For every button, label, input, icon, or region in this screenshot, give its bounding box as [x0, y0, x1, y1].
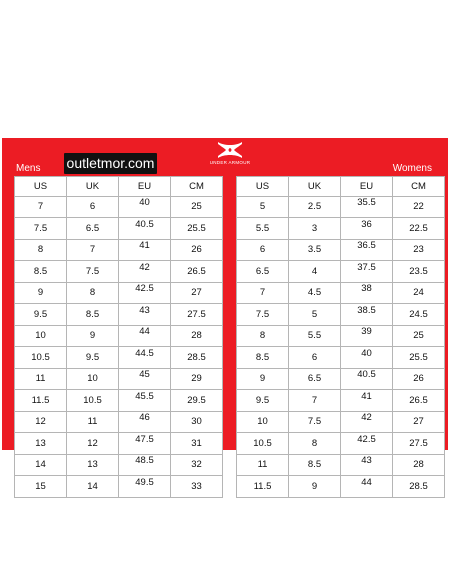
table-cell — [237, 433, 289, 455]
table-cell — [341, 347, 393, 369]
cell-value: 8.5 — [33, 265, 48, 277]
cell-value: 10.5 — [253, 437, 272, 449]
cell-value: 11.5 — [31, 394, 50, 406]
cell-value: 15 — [35, 480, 46, 492]
table-cell — [119, 433, 171, 455]
table-cell — [237, 239, 289, 261]
cell-value: 42.5 — [135, 283, 154, 295]
cell-value: 9.5 — [33, 308, 48, 320]
table-cell — [171, 239, 223, 261]
table-cell — [289, 304, 341, 326]
cell-value: 7 — [89, 244, 96, 256]
cell-value: 6.5 — [85, 222, 100, 234]
table-row — [237, 347, 445, 369]
table-cell — [119, 239, 171, 261]
cell-value: 28 — [413, 459, 424, 471]
cell-value: 29 — [191, 373, 202, 385]
table-cell — [341, 476, 393, 498]
table-cell — [341, 261, 393, 283]
cell-value: 8 — [89, 287, 96, 299]
cell-value: 32 — [191, 459, 202, 471]
table-cell — [171, 347, 223, 369]
column-header: EU — [119, 177, 171, 197]
table-cell — [171, 454, 223, 476]
table-cell — [15, 261, 67, 283]
table-row — [237, 454, 445, 476]
table-cell — [119, 196, 171, 218]
brand-logo — [206, 141, 254, 171]
table-cell — [341, 368, 393, 390]
cell-value: 29.5 — [187, 394, 206, 406]
cell-value: 9 — [259, 373, 266, 385]
cell-value: 28.5 — [409, 480, 428, 492]
cell-value: 9.5 — [255, 394, 270, 406]
cell-value: 11 — [257, 459, 268, 471]
cell-value: 10.5 — [83, 394, 102, 406]
cell-value: 49.5 — [135, 476, 154, 488]
table-cell — [341, 218, 393, 240]
cell-value: 44 — [139, 326, 150, 338]
cell-value: 24 — [413, 287, 424, 299]
table-cell — [341, 411, 393, 433]
table-cell — [171, 390, 223, 412]
table-cell — [67, 239, 119, 261]
cell-value: 12 — [87, 437, 98, 449]
table-cell — [119, 454, 171, 476]
womens-label: Womens — [392, 163, 432, 174]
table-cell — [15, 433, 67, 455]
cell-value: 41 — [139, 240, 150, 252]
cell-value: 4 — [311, 265, 318, 277]
cell-value: 6 — [259, 244, 266, 256]
cell-value: 9 — [311, 480, 318, 492]
cell-value: 2.5 — [307, 201, 322, 213]
table-cell — [119, 282, 171, 304]
table-cell — [393, 261, 445, 283]
table-cell — [237, 390, 289, 412]
table-cell — [15, 368, 67, 390]
table-cell — [393, 347, 445, 369]
cell-value: 4.5 — [307, 287, 322, 299]
cell-value: 9 — [89, 330, 96, 342]
cell-value: 5.5 — [255, 222, 270, 234]
cell-value: 38.5 — [357, 304, 376, 316]
column-header: UK — [67, 177, 119, 197]
cell-value: 40 — [139, 197, 150, 209]
table-cell — [341, 433, 393, 455]
cell-value: 8 — [311, 437, 318, 449]
table-cell — [393, 325, 445, 347]
table-cell — [67, 454, 119, 476]
cell-value: 27 — [191, 287, 202, 299]
table-cell — [237, 454, 289, 476]
cell-value: 25 — [413, 330, 424, 342]
table-row — [15, 368, 223, 390]
table-cell — [67, 411, 119, 433]
cell-value: 26 — [191, 244, 202, 256]
cell-value: 39 — [361, 326, 372, 338]
mens-label: Mens — [16, 163, 41, 174]
table-cell — [67, 368, 119, 390]
cell-value: 7.5 — [307, 416, 322, 428]
table-row — [15, 433, 223, 455]
cell-value: 45 — [139, 369, 150, 381]
column-header: CM — [171, 177, 223, 197]
cell-value: 5 — [311, 308, 318, 320]
table-cell — [341, 304, 393, 326]
cell-value: 11 — [35, 373, 46, 385]
table-cell — [15, 239, 67, 261]
table-row — [237, 476, 445, 498]
table-row — [237, 411, 445, 433]
cell-value: 6.5 — [307, 373, 322, 385]
table-header-row — [237, 177, 445, 197]
cell-value: 23.5 — [409, 265, 428, 277]
table-row — [237, 304, 445, 326]
cell-value: 40 — [361, 347, 372, 359]
table-cell — [237, 411, 289, 433]
cell-value: 6 — [89, 201, 96, 213]
table-cell — [15, 325, 67, 347]
table-row — [15, 476, 223, 498]
cell-value: 47.5 — [135, 433, 154, 445]
cell-value: 7.5 — [85, 265, 100, 277]
cell-value: 25.5 — [409, 351, 428, 363]
table-cell — [119, 476, 171, 498]
table-cell — [171, 218, 223, 240]
table-row — [15, 261, 223, 283]
table-cell — [237, 218, 289, 240]
cell-value: 36.5 — [357, 240, 376, 252]
cell-value: 10 — [257, 416, 268, 428]
column-header: UK — [289, 177, 341, 197]
table-cell — [289, 282, 341, 304]
cell-value: 26.5 — [187, 265, 206, 277]
table-row — [237, 261, 445, 283]
table-cell — [119, 411, 171, 433]
table-cell — [289, 196, 341, 218]
cell-value: 6 — [311, 351, 318, 363]
cell-value: 5.5 — [307, 330, 322, 342]
table-cell — [171, 476, 223, 498]
cell-value: 44 — [361, 476, 372, 488]
table-cell — [119, 304, 171, 326]
cell-value: 35.5 — [357, 197, 376, 209]
cell-value: 7.5 — [33, 222, 48, 234]
cell-value: 26 — [413, 373, 424, 385]
cell-value: 27.5 — [409, 437, 428, 449]
cell-value: 6.5 — [255, 265, 270, 277]
table-cell — [341, 454, 393, 476]
table-cell — [393, 304, 445, 326]
table-cell — [119, 261, 171, 283]
cell-value: 37.5 — [357, 261, 376, 273]
table-cell — [171, 304, 223, 326]
table-cell — [289, 368, 341, 390]
table-cell — [289, 454, 341, 476]
table-cell — [67, 433, 119, 455]
table-cell — [237, 476, 289, 498]
cell-value: 14 — [35, 459, 46, 471]
cell-value: 24.5 — [409, 308, 428, 320]
cell-value: 48.5 — [135, 455, 154, 467]
cell-value: 8.5 — [85, 308, 100, 320]
column-header: US — [237, 177, 289, 197]
cell-value: 7 — [259, 287, 266, 299]
cell-value: 9.5 — [85, 351, 100, 363]
table-cell — [289, 390, 341, 412]
watermark-label: outletmor.com — [64, 153, 157, 174]
cell-value: 28.5 — [187, 351, 206, 363]
cell-value: 12 — [35, 416, 46, 428]
table-cell — [67, 261, 119, 283]
cell-value: 46 — [139, 412, 150, 424]
cell-value: 9 — [37, 287, 44, 299]
table-cell — [393, 368, 445, 390]
table-cell — [237, 196, 289, 218]
cell-value: 43 — [361, 455, 372, 467]
cell-value: 22.5 — [409, 222, 428, 234]
cell-value: 31 — [191, 437, 202, 449]
table-cell — [67, 282, 119, 304]
table-cell — [67, 390, 119, 412]
table-cell — [15, 304, 67, 326]
table-cell — [289, 411, 341, 433]
table-cell — [119, 347, 171, 369]
table-cell — [119, 218, 171, 240]
brand-logo-text: UNDER ARMOUR — [209, 160, 251, 165]
table-cell — [341, 239, 393, 261]
table-row — [15, 239, 223, 261]
table-cell — [341, 196, 393, 218]
cell-value: 3 — [311, 222, 318, 234]
cell-value: 7 — [37, 201, 44, 213]
cell-value: 10 — [87, 373, 98, 385]
table-cell — [289, 261, 341, 283]
table-cell — [237, 368, 289, 390]
cell-value: 10 — [35, 330, 46, 342]
table-row — [15, 325, 223, 347]
cell-value: 10.5 — [31, 351, 50, 363]
cell-value: 30 — [191, 416, 202, 428]
cell-value: 3.5 — [307, 244, 322, 256]
cell-value: 11.5 — [253, 480, 272, 492]
table-cell — [171, 411, 223, 433]
cell-value: 33 — [191, 480, 202, 492]
table-header-row — [15, 177, 223, 197]
cell-value: 8 — [37, 244, 44, 256]
cell-value: 14 — [87, 480, 98, 492]
table-cell — [67, 196, 119, 218]
table-row — [237, 390, 445, 412]
cell-value: 27 — [413, 416, 424, 428]
table-row — [237, 325, 445, 347]
column-header: CM — [393, 177, 445, 197]
cell-value: 44.5 — [135, 347, 154, 359]
table-cell — [289, 347, 341, 369]
table-cell — [15, 476, 67, 498]
table-cell — [171, 261, 223, 283]
table-row — [15, 347, 223, 369]
table-cell — [289, 239, 341, 261]
table-cell — [67, 325, 119, 347]
cell-value: 42.5 — [357, 433, 376, 445]
cell-value: 45.5 — [135, 390, 154, 402]
table-cell — [237, 325, 289, 347]
table-cell — [171, 282, 223, 304]
cell-value: 7 — [311, 394, 318, 406]
table-row — [15, 411, 223, 433]
cell-value: 25 — [191, 201, 202, 213]
table-cell — [67, 476, 119, 498]
under-armour-logo-icon — [216, 141, 244, 159]
table-cell — [171, 433, 223, 455]
cell-value: 43 — [139, 304, 150, 316]
table-cell — [15, 454, 67, 476]
table-cell — [289, 433, 341, 455]
cell-value: 40.5 — [135, 218, 154, 230]
table-cell — [119, 325, 171, 347]
table-cell — [393, 433, 445, 455]
table-row — [237, 282, 445, 304]
cell-value: 40.5 — [357, 369, 376, 381]
table-cell — [341, 390, 393, 412]
table-cell — [289, 476, 341, 498]
table-cell — [171, 196, 223, 218]
cell-value: 41 — [361, 390, 372, 402]
table-cell — [171, 325, 223, 347]
table-cell — [15, 390, 67, 412]
table-cell — [393, 196, 445, 218]
table-row — [15, 390, 223, 412]
womens-size-table — [236, 176, 445, 498]
cell-value: 36 — [361, 218, 372, 230]
cell-value: 11 — [87, 416, 98, 428]
table-row — [15, 196, 223, 218]
table-cell — [15, 347, 67, 369]
cell-value: 7.5 — [255, 308, 270, 320]
table-cell — [67, 218, 119, 240]
table-cell — [237, 261, 289, 283]
cell-value: 23 — [413, 244, 424, 256]
cell-value: 8 — [259, 330, 266, 342]
table-cell — [393, 282, 445, 304]
column-header: US — [15, 177, 67, 197]
table-cell — [15, 196, 67, 218]
table-row — [237, 218, 445, 240]
table-cell — [393, 218, 445, 240]
table-row — [15, 218, 223, 240]
cell-value: 27.5 — [187, 308, 206, 320]
table-cell — [171, 368, 223, 390]
table-row — [15, 454, 223, 476]
mens-size-table — [14, 176, 223, 498]
cell-value: 26.5 — [409, 394, 428, 406]
cell-value: 8.5 — [307, 459, 322, 471]
table-row — [15, 304, 223, 326]
table-cell — [393, 454, 445, 476]
cell-value: 22 — [413, 201, 424, 213]
table-cell — [119, 368, 171, 390]
table-row — [237, 196, 445, 218]
table-cell — [67, 347, 119, 369]
table-row — [237, 433, 445, 455]
table-cell — [15, 411, 67, 433]
table-cell — [289, 218, 341, 240]
size-chart-panel — [2, 138, 448, 492]
table-cell — [15, 282, 67, 304]
table-row — [237, 368, 445, 390]
column-header: EU — [341, 177, 393, 197]
table-cell — [237, 304, 289, 326]
cell-value: 38 — [361, 283, 372, 295]
table-cell — [393, 239, 445, 261]
cell-value: 5 — [259, 201, 266, 213]
table-cell — [15, 218, 67, 240]
cell-value: 42 — [139, 261, 150, 273]
table-cell — [237, 347, 289, 369]
table-cell — [289, 325, 341, 347]
cell-value: 13 — [87, 459, 98, 471]
table-cell — [393, 476, 445, 498]
table-cell — [67, 304, 119, 326]
table-cell — [237, 282, 289, 304]
table-row — [237, 239, 445, 261]
table-cell — [341, 325, 393, 347]
table-cell — [393, 411, 445, 433]
table-cell — [393, 390, 445, 412]
table-cell — [119, 390, 171, 412]
table-row — [15, 282, 223, 304]
cell-value: 28 — [191, 330, 202, 342]
cell-value: 8.5 — [255, 351, 270, 363]
cell-value: 13 — [35, 437, 46, 449]
cell-value: 42 — [361, 412, 372, 424]
table-cell — [341, 282, 393, 304]
cell-value: 25.5 — [187, 222, 206, 234]
